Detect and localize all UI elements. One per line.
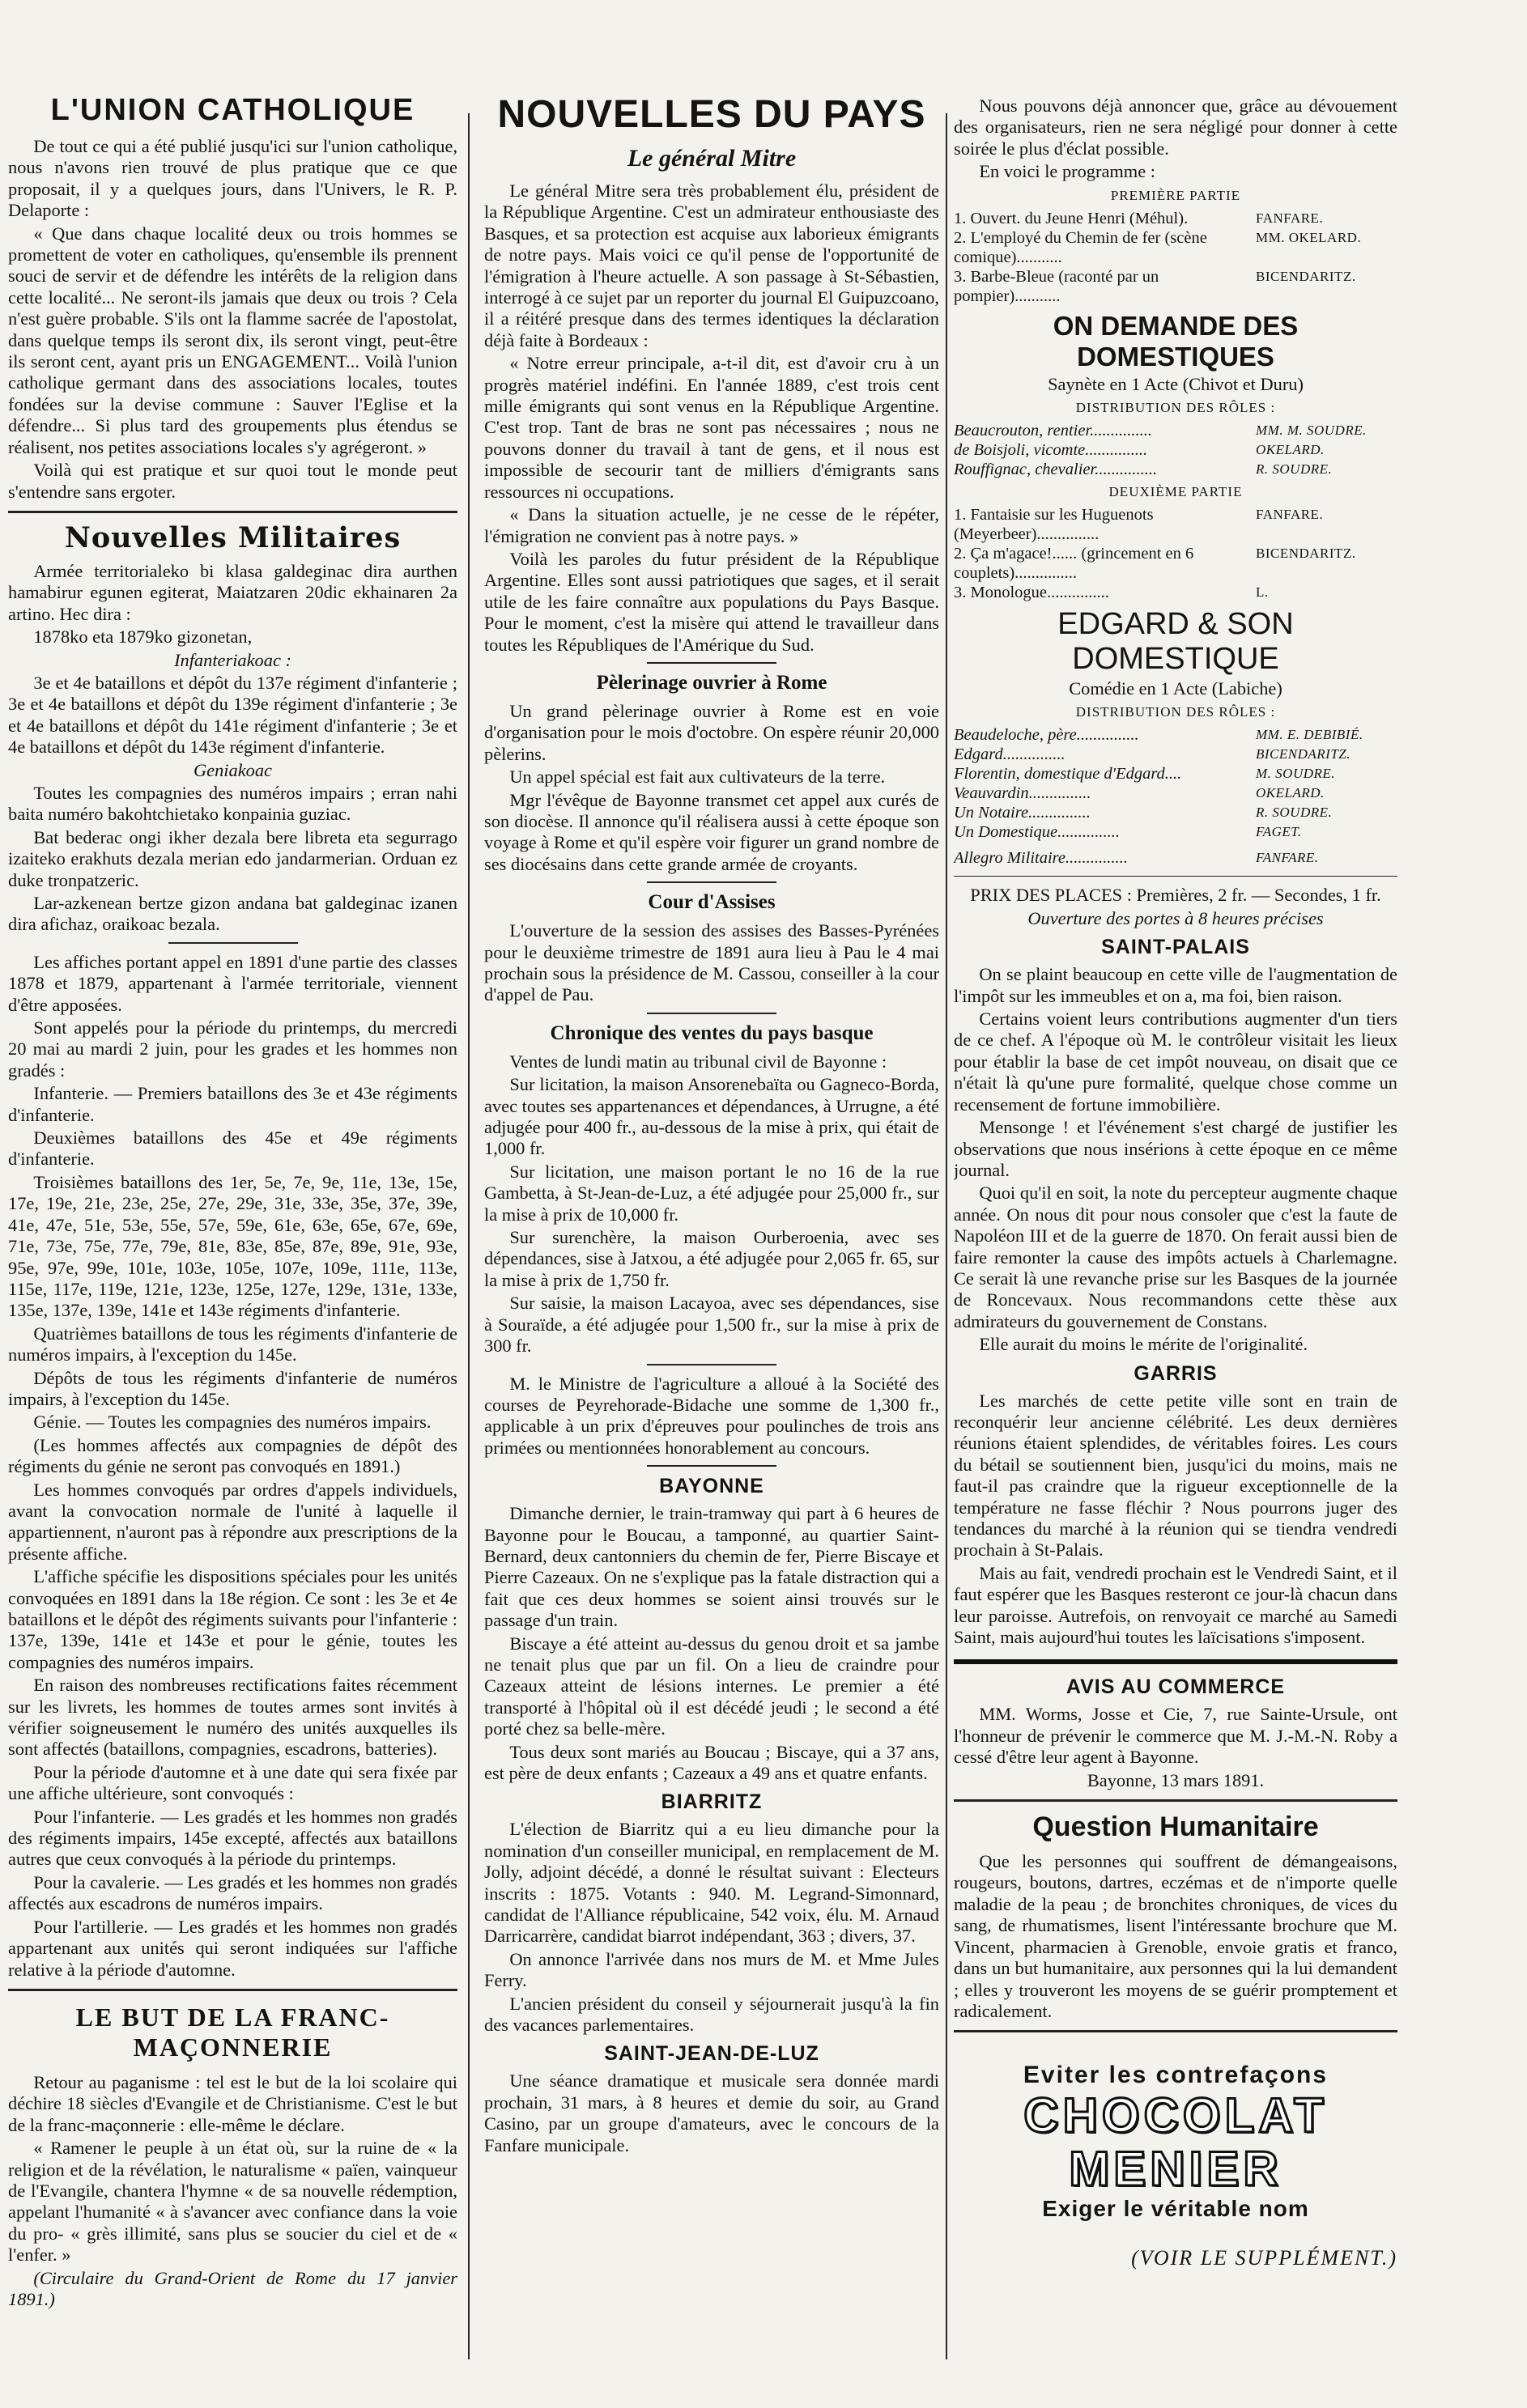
menier-advertisement	[954, 2062, 1397, 2222]
paragraph: Voilà qui est pratique et sur quoi tout le monde peut s'entendre sans ergoter.	[8, 460, 457, 502]
paragraph: Quoi qu'il en soit, la note du percepteur augmente chaque année. On nous dit pour nous consoler que c'est la faute de Napoléon III et de la guerre de 1870. On ferait aussi bien de faire remonter la cause des impôts actuels à Charlemagne. Ce serait là une revanche prise sur les Basques de la journée de Roncevaux. Nous recommandons cette thèse aux admirateurs du gouvernement de Constans.	[954, 1183, 1397, 1331]
paragraph: Dimanche dernier, le train-tramway qui part à 6 heures de Bayonne pour le Boucau, a tamponné, au quartier Saint-Bernard, deux cantonniers du chemin de fer, Pierre Biscaye et Pierre Cazeaux. On ne s'explique pas la fatale distraction qui a fait que ces deux hommes se soient ainsi trouvés sur le passage d'un train.	[484, 1503, 939, 1631]
supplement-note: (VOIR LE SUPPLÉMENT.)	[1131, 2246, 1397, 2270]
roles-heading: DISTRIBUTION DES RÔLES :	[1075, 400, 1276, 416]
paragraph: L'ancien président du conseil y séjournerait jusqu'à la fin des vacances parlementaires.	[484, 1993, 939, 2036]
program-item-title: 2. L'employé du Chemin de fer (scène comique)...........	[954, 228, 1207, 266]
paragraph: Nous pouvons déjà annoncer que, grâce au dévouement des organisateurs, rien ne sera négligé pour donner à cette soirée le plus d'éclat possible.	[954, 96, 1397, 159]
paragraph: L'ouverture de la session des assises des Basses-Pyrénées pour le deuxième trimestre de 1891 aura lieu à Pau le 4 mai prochain sous la présidence de M. Cassou, conseiller à la cour d'appel de Pau.	[484, 920, 939, 1005]
chronique-ventes-title: Chronique des ventes du pays basque	[550, 1021, 874, 1044]
paragraph: Mgr l'évêque de Bayonne transmet cet appel aux curés de son diocèse. Il annonce qu'il réalisera aussi à cette époque son voyage à Rome et qu'il espère voir figurer un grand nombre de ses diocésains dans cette grande armée de croyants.	[484, 789, 939, 874]
ad-brand-line: CHOCOLAT	[1023, 2088, 1328, 2143]
divider	[954, 2030, 1397, 2032]
paragraph: Pour la période d'automne et à une date qui sera fixée par une affiche ultérieure, sont convoqués :	[8, 1761, 457, 1804]
saint-jean-de-luz-title: SAINT-JEAN-DE-LUZ	[604, 2042, 819, 2066]
divider	[647, 1013, 776, 1014]
divider	[954, 1799, 1397, 1802]
paragraph: Deuxièmes bataillons des 45e et 49e régiments d'infanterie.	[8, 1128, 457, 1170]
paragraph: Sur licitation, une maison portant le no 16 de la rue Gambetta, à St-Jean-de-Luz, a été adjugée pour 25,000 fr., sur la mise à prix de 10,000 fr.	[484, 1161, 939, 1225]
role-name: Un Notaire...............	[954, 804, 1091, 822]
program-item-performer: FANFARE.	[1256, 507, 1324, 523]
paragraph: Armée territorialeko bi klasa galdeginac dira aurthen hamabirur egunen egiterat, Maiatzaren 20dic ekhainaren 2a artino. Hec dira :	[8, 560, 457, 624]
divider	[168, 942, 298, 944]
program-item-title: Allegro Militaire...............	[954, 849, 1128, 868]
divider	[647, 662, 776, 664]
role-performer: OKELARD.	[1256, 785, 1325, 801]
paragraph: MM. Worms, Josse et Cie, 7, rue Sainte-Ursule, ont l'honneur de prévenir le commerce que M. J.-M.-N. Roby a cessé d'être leur agent à Bayonne.	[954, 1704, 1397, 1768]
avis-commerce-title: AVIS AU COMMERCE	[1065, 1675, 1286, 1699]
paragraph: Elle aurait du moins le mérite de l'originalité.	[979, 1334, 1308, 1355]
role-item	[954, 764, 1397, 784]
paragraph: Pour la cavalerie. — Les gradés et les hommes non gradés affectés aux escadrons de numéros impairs.	[8, 1871, 457, 1914]
bayonne-title: BAYONNE	[659, 1475, 764, 1498]
role-item	[954, 822, 1397, 842]
program-item	[954, 848, 1397, 868]
divider	[954, 1659, 1397, 1664]
paragraph: Génie. — Toutes les compagnies des numéros impairs.	[33, 1412, 432, 1433]
divider	[647, 1465, 776, 1467]
role-item	[954, 803, 1397, 822]
paragraph: En voici le programme :	[979, 161, 1155, 182]
column-2	[484, 93, 939, 2376]
program-item-performer: MM. OKELARD.	[1256, 229, 1362, 245]
role-item	[954, 460, 1397, 479]
ticket-prices: PRIX DES PLACES : Premières, 2 fr. — Secondes, 1 fr.	[970, 885, 1381, 906]
program-item	[954, 267, 1397, 306]
roles-list-2	[954, 725, 1397, 842]
paragraph: On se plaint beaucoup en cette ville de l'augmentation de l'impôt sur les immeubles et on a, ma foi, bien raison.	[954, 964, 1397, 1006]
program-item-title: 1. Fantaisie sur les Huguenots (Meyerbeer)...............	[954, 506, 1154, 544]
paragraph: Un grand pèlerinage ouvrier à Rome est en voie d'organisation pour le mois d'octobre. On espère réunir 20,000 pèlerins.	[484, 700, 939, 764]
paragraph: Sont appelés pour la période du printemps, du mercredi 20 mai au mardi 2 juin, pour les grades et les hommes non gradés :	[8, 1017, 457, 1081]
nouvelles-du-pays-title: NOUVELLES DU PAYS	[497, 93, 926, 136]
paragraph: Biscaye a été atteint au-dessus du genou droit et sa jambe ne tenait plus que par un fil. On a lieu de craindre pour Cazeaux atteint de lésions internes. Le premier a été transporté à l'hôpital où il est décédé jeudi ; le second a été porté chez sa belle-mère.	[484, 1633, 939, 1739]
doors-opening: Ouverture des portes à 8 heures précises	[1027, 907, 1324, 928]
union-catholique-title: L'UNION CATHOLIQUE	[50, 93, 415, 127]
program-item-title: 3. Barbe-Bleue (raconté par un pompier)...........	[954, 267, 1159, 305]
paragraph: Toutes les compagnies des numéros impairs ; erran nahi baita numéro bakohtchietako konpainia guziac.	[8, 782, 457, 825]
paragraph: Pour l'infanterie. — Les gradés et les hommes non gradés des régiments impairs, 145e excepté, affectés aux bataillons autres que ceux convoqués à la période du printemps.	[8, 1806, 457, 1870]
paragraph: « Ramener le peuple à un état où, sur la ruine de « la religion et de la révélation, le naturalisme « païen, vainqueur de l'Evangile, chantera l'hymne « de sa nouvelle rédemption, appelant l'humanité « à s'avancer avec confiance dans la voie du pro- « grès illimité, sans plus se soucier du ciel et de « l'enfer. »	[8, 2138, 457, 2266]
program-item	[954, 209, 1397, 228]
play-title: EDGARD & SON DOMESTIQUE	[1057, 607, 1294, 677]
role-name: Beaucrouton, rentier...............	[954, 422, 1153, 440]
paragraph: Bat bederac ongi ikher dezala bere libreta eta segurrago izaiteko erakhuts dezala merian edo jandarmerian. Orduan ez duke tronpatzeric.	[8, 826, 457, 890]
role-performer: M. SOUDRE.	[1256, 766, 1336, 782]
paragraph: Les marchés de cette petite ville sont en train de reconquérir leur ancienne célébrité. Les deux dernières réunions étaient splendides, de véritables foires. Les cours du bétail se soutiennent bien, jusqu'ici du moins, mais ne faut-il pas craindre que la rigueur exceptionnelle de la température ne fasse fléchir ? Nous pourrons juger des tendances du marché à la réunion qui se tiendra vendredi prochain à St-Palais.	[954, 1390, 1397, 1561]
paragraph: Ventes de lundi matin au tribunal civil de Bayonne :	[509, 1051, 887, 1072]
subheading: Geniakoac	[194, 759, 272, 780]
biarritz-title: BIARRITZ	[661, 1790, 763, 1814]
program-part-1	[954, 209, 1397, 306]
column-rule	[468, 113, 470, 2359]
paragraph: Dépôts de tous les régiments d'infanterie de numéros impairs, à l'exception du 145e.	[8, 1367, 457, 1409]
program-item-performer: FANFARE.	[1256, 210, 1324, 226]
paragraph: Mensonge ! et l'événement s'est chargé de justifier les observations que nous insérions à cette époque en ce même journal.	[954, 1117, 1397, 1180]
play-title: ON DEMANDE DES DOMESTIQUES	[1053, 310, 1299, 372]
role-name: de Boisjoli, vicomte...............	[954, 441, 1148, 460]
role-name: Un Domestique...............	[954, 823, 1120, 842]
role-performer: FAGET.	[1256, 824, 1302, 840]
role-name: Veauvardin...............	[954, 784, 1091, 803]
program-item-performer: L.	[1256, 584, 1269, 601]
paragraph: De tout ce qui a été publié jusqu'ici sur l'union catholique, nous n'avons rien trouvé de plus pratique que ce que proposait, il y a quelques jours, dans l'Univers, le R. P. Delaporte :	[8, 136, 457, 221]
role-name: Beaudeloche, père...............	[954, 726, 1139, 745]
program-item-title: 2. Ça m'agace!...... (grincement en 6 couplets)...............	[954, 545, 1194, 583]
part-heading: DEUXIÈME PARTIE	[1108, 484, 1243, 500]
column-3	[954, 96, 1397, 2376]
paragraph: (Les hommes affectés aux compagnies de dépôt des régiments du génie ne seront pas convoqués en 1891.)	[8, 1434, 457, 1477]
ad-brand-line: MENIER	[1069, 2142, 1282, 2197]
paragraph: Le général Mitre sera très probablement élu, président de la République Argentine. C'est un admirateur enthousiaste des Basques, et sa protection est acquise aux laborieux émigrants de notre pays. Mais voici ce qu'il pense de l'opportunité de l'émigration à l'heure actuelle. A son passage à St-Sébastien, interrogé à ce sujet par un reporter du journal El Guipuzcoano, il a réitéré presque dans des termes identiques la déclaration déjà faite à Bordeaux :	[484, 180, 939, 350]
paragraph: Certains voient leurs contributions augmenter d'un tiers de ce chef. A l'époque où M. le contrôleur visitait les lieux pour établir la base de cet impôt nouveau, on disait que ce n'était là qu'une pure formalité, quelque chose comme un recensement de fortune immobilière.	[954, 1009, 1397, 1115]
paragraph: On annonce l'arrivée dans nos murs de M. et Mme Jules Ferry.	[484, 1948, 939, 1991]
program-item-title: 1. Ouvert. du Jeune Henri (Méhul).	[954, 209, 1189, 227]
paragraph: L'élection de Biarritz qui a eu lieu dimanche pour la nomination d'un conseiller municipal, en remplacement de M. Jolly, adjoint décédé, a donné le résultat suivant : Electeurs inscrits : 1875. Votants : 940. M. Legrand-Simonnard, candidat de l'Alliance républicaine, 542 voix, élu. M. Arnaud Darricarrère, candidat biarrot indépendant, 363 ; divers, 37.	[484, 1819, 939, 1947]
ad-warning: Eviter les contrefaçons	[1023, 2062, 1329, 2089]
cour-assises-title: Cour d'Assises	[648, 891, 776, 914]
roles-list-1	[954, 421, 1397, 479]
play-subtitle: Saynète en 1 Acte (Chivot et Duru)	[1048, 373, 1304, 394]
role-item	[954, 745, 1397, 764]
dateline: Bayonne, 13 mars 1891.	[1087, 1769, 1265, 1790]
role-name: Edgard...............	[954, 745, 1065, 764]
franc-maconnerie-title: LE BUT DE LA FRANC-MAÇONNERIE	[75, 2002, 390, 2062]
role-item	[954, 421, 1397, 440]
nouvelles-militaires-title: Nouvelles Militaires	[64, 520, 402, 554]
role-item	[954, 440, 1397, 460]
program-item	[954, 505, 1397, 544]
program-item	[954, 228, 1397, 267]
paragraph: L'affiche spécifie les dispositions spéciales pour les unités convoquées en 1891 dans la 18e région. Ce sont : les 3e et 4e bataillons et le dépôt des régiments suivants pour l'infanterie : 137e, 139e, 141e et 143e et pour le génie, toutes les compagnies des numéros impairs.	[8, 1566, 457, 1672]
paragraph: Mais au fait, vendredi prochain est le Vendredi Saint, et il faut espérer que les Basques resteront ce jour-là chacun dans leur paroisse. Autrefois, on renvoyait ce marché au Samedi Saint, mais aujourd'hui toutes les laïcisations s'imposent.	[954, 1562, 1397, 1648]
play-subtitle: Comédie en 1 Acte (Labiche)	[1069, 678, 1282, 699]
paragraph: M. le Ministre de l'agriculture a alloué à la Société des courses de Peyrehorade-Bidache une somme de 1,300 fr., applicable à un prix d'épreuves pour poulinches de trois ans primées ou mentionnées honorablement au concours.	[484, 1373, 939, 1458]
paragraph: Lar-azkenean bertze gizon andana bat galdeginac izanen dira afichaz, oraikoac bezala.	[8, 893, 457, 935]
divider	[647, 881, 776, 883]
divider	[8, 511, 457, 513]
paragraph: Retour au paganisme : tel est le but de la loi scolaire qui déchire 18 siècles d'Evangile et de Christianisme. C'est le but de la franc-maçonnerie : elle-même le déclare.	[8, 2071, 457, 2135]
paragraph: « Notre erreur principale, a-t-il dit, est d'avoir cru à un progrès matériel indéfini. En l'année 1889, c'est trois cent mille émigrants qui sont venus en la République Argentine. C'est trop. Tant de bras ne sont pas nécessaires ; nous ne pouvons donner du travail à tant de gens, et il nous est impossible de secourir tant de milliers d'émigrants sans ressources ni occupations.	[484, 353, 939, 502]
paragraph: Sur licitation, la maison Ansorenebaïta ou Gagneco-Borda, avec toutes ses appartenances et dépendances, à Urrugne, a été adjugée pour 400 fr., au-dessous de la mise à prix, qui était de 1,000 fr.	[484, 1074, 939, 1159]
role-performer: BICENDARITZ.	[1256, 746, 1350, 762]
paragraph: Pour l'artillerie. — Les gradés et les hommes non gradés appartenant aux unités qui seront indiquées sur l'affiche relative à la période d'automne.	[8, 1916, 457, 1980]
program-item-performer: BICENDARITZ.	[1256, 268, 1356, 284]
role-name: Florentin, domestique d'Edgard....	[954, 765, 1182, 784]
paragraph: Tous deux sont mariés au Boucau ; Biscaye, qui a 37 ans, est père de deux enfants ; Cazeaux a 49 ans et quatre enfants.	[484, 1741, 939, 1783]
paragraph: Voilà les paroles du futur président de la République Argentine. Elles sont aussi patriotiques que sages, et il serait utile de les faire connaître aux populations du Pays Basque. Pour le moment, c'est la misère qui attend le travailleur dans toutes les Républiques de l'Amérique du Sud.	[484, 548, 939, 655]
part-heading: PREMIÈRE PARTIE	[1110, 187, 1241, 203]
role-performer: R. SOUDRE.	[1256, 805, 1333, 821]
role-name: Rouffignac, chevalier...............	[954, 461, 1158, 479]
divider	[647, 1364, 776, 1365]
question-humanitaire-title: Question Humanitaire	[1032, 1811, 1319, 1843]
program-part-2	[954, 505, 1397, 602]
program-item-performer: BICENDARITZ.	[1256, 546, 1356, 562]
program-item	[954, 583, 1397, 602]
roles-heading: DISTRIBUTION DES RÔLES :	[1075, 704, 1276, 720]
paragraph: Sur surenchère, la maison Ourberoenia, avec ses dépendances, sise à Jatxou, a été adjugée pour 2,065 fr. 65, sur la mise à prix de 1,750 fr.	[484, 1227, 939, 1290]
saint-palais-title: SAINT-PALAIS	[1101, 936, 1250, 959]
paragraph: Infanterie. — Premiers bataillons des 3e et 43e régiments d'infanterie.	[8, 1083, 457, 1125]
role-item	[954, 784, 1397, 803]
role-item	[954, 725, 1397, 745]
general-mitre-title: Le général Mitre	[627, 145, 797, 172]
paragraph: Sur saisie, la maison Lacayoa, avec ses dépendances, sise à Souraïde, a été adjugée pour 1,500 fr., sur la mise à prix de 300 fr.	[484, 1293, 939, 1357]
paragraph: Que les personnes qui souffrent de démangeaisons, rougeurs, boutons, dartres, eczémas et de n'importe quelle maladie de la peau ; de bronchites chroniques, de vices du sang, de rhumatismes, lisent l'intéressante brochure que M. Vincent, pharmacien à Grenoble, envoie gratis et franco, dans un but humanitaire, aux personnes qui la lui demandent ; elles y trouveront les moyens de se guérir promptement et radicalement.	[954, 1851, 1397, 2021]
paragraph: 1878ko eta 1879ko gizonetan,	[33, 626, 253, 648]
paragraph: Quatrièmes bataillons de tous les régiments d'infanterie de numéros impairs, à l'exception du 145e.	[8, 1323, 457, 1365]
paragraph: Les affiches portant appel en 1891 d'une partie des classes 1878 et 1879, appartenant à l'armée territoriale, viennent d'être apposées.	[8, 951, 457, 1015]
paragraph: 3e et 4e bataillons et dépôt du 137e régiment d'infanterie ; 3e et 4e bataillons et dépôt du 139e régiment d'infanterie ; 3e et 4e bataillons et dépôt du 141e régiment d'infanterie ; 3e et 4e bataillons et dépôt du 143e régiment d'infanterie.	[8, 672, 457, 758]
paragraph: Un appel spécial est fait aux cultivateurs de la terre.	[509, 767, 886, 788]
paragraph: « Dans la situation actuelle, je ne cesse de le répéter, l'émigration ne convient pas à notre pays. »	[484, 504, 939, 546]
paragraph: (Circulaire du Grand-Orient de Rome du 17 janvier 1891.)	[8, 2267, 457, 2309]
role-performer: MM. M. SOUDRE.	[1256, 423, 1367, 439]
paragraph: Les hommes convoqués par ordres d'appels individuels, avant la convocation normale de l'unité à laquelle il appartiennent, n'auront pas à répondre aux prescriptions de la présente affiche.	[8, 1479, 457, 1564]
paragraph: Troisièmes bataillons des 1er, 5e, 7e, 9e, 11e, 13e, 15e, 17e, 19e, 21e, 23e, 25e, 27e, 29e, 31e, 33e, 35e, 37e, 39e, 41e, 47e, 51e, 53e, 55e, 57e, 59e, 61e, 63e, 65e, 67e, 69e, 71e, 73e, 75e, 77e, 79e, 81e, 83e, 85e, 87e, 89e, 91e, 93e, 95e, 97e, 99e, 101e, 103e, 105e, 107e, 109e, 111e, 113e, 115e, 117e, 119e, 121e, 123e, 125e, 127e, 129e, 131e, 133e, 135e, 137e, 139e, 141e et 143e régiments d'infanterie.	[8, 1171, 457, 1321]
column-rule	[946, 113, 947, 2359]
divider	[8, 1989, 457, 1991]
paragraph: Une séance dramatique et musicale sera donnée mardi prochain, 31 mars, à 8 heures et demie du soir, au Grand Casino, par un groupe d'amateurs, avec le concours de la Fanfare municipale.	[484, 2070, 939, 2155]
program-item	[954, 544, 1397, 583]
paragraph: En raison des nombreuses rectifications faites récemment sur les livrets, les hommes de toutes armes sont invités à vérifier soigneusement le numéro des unités auxquelles ils sont affectés (bataillons, compagnies, escadrons, batteries).	[8, 1675, 457, 1760]
ad-tagline: Exiger le véritable nom	[1042, 2196, 1309, 2222]
subheading: Infanteriakoac :	[174, 649, 291, 670]
paragraph: « Que dans chaque localité deux ou trois hommes se promettent de voter en catholiques, qu'ensemble ils prennent souci de servir et de défendre les intérêts de la religion dans cette localité... Ne seront-ils jamais que deux ou trois ? Cela n'est guère probable. S'ils ont la flamme sacrée de l'apostolat, dans quelque temps ils seront dix, ils seront vingt, peut-être ils seront cent, ayant pris un ENGAGEMENT... Voilà l'union catholique germant dans des associations locales, toutes fondées sur la devise commune : Sauver l'Eglise et la défendre... Si plus tard des groupements plus étendus se réalisent, nos petites associations locales s'y agrégeront. »	[8, 223, 457, 457]
role-performer: OKELARD.	[1256, 442, 1325, 458]
pelerinage-title: Pèlerinage ouvrier à Rome	[596, 671, 827, 694]
program-item-title: 3. Monologue...............	[954, 584, 1109, 602]
garris-title: GARRIS	[1134, 1361, 1218, 1385]
divider	[954, 876, 1397, 877]
program-item-performer: FANFARE.	[1256, 850, 1319, 866]
column-1	[8, 93, 457, 2376]
role-performer: R. SOUDRE.	[1256, 461, 1333, 478]
role-performer: MM. E. DEBIBIÉ.	[1256, 727, 1363, 743]
